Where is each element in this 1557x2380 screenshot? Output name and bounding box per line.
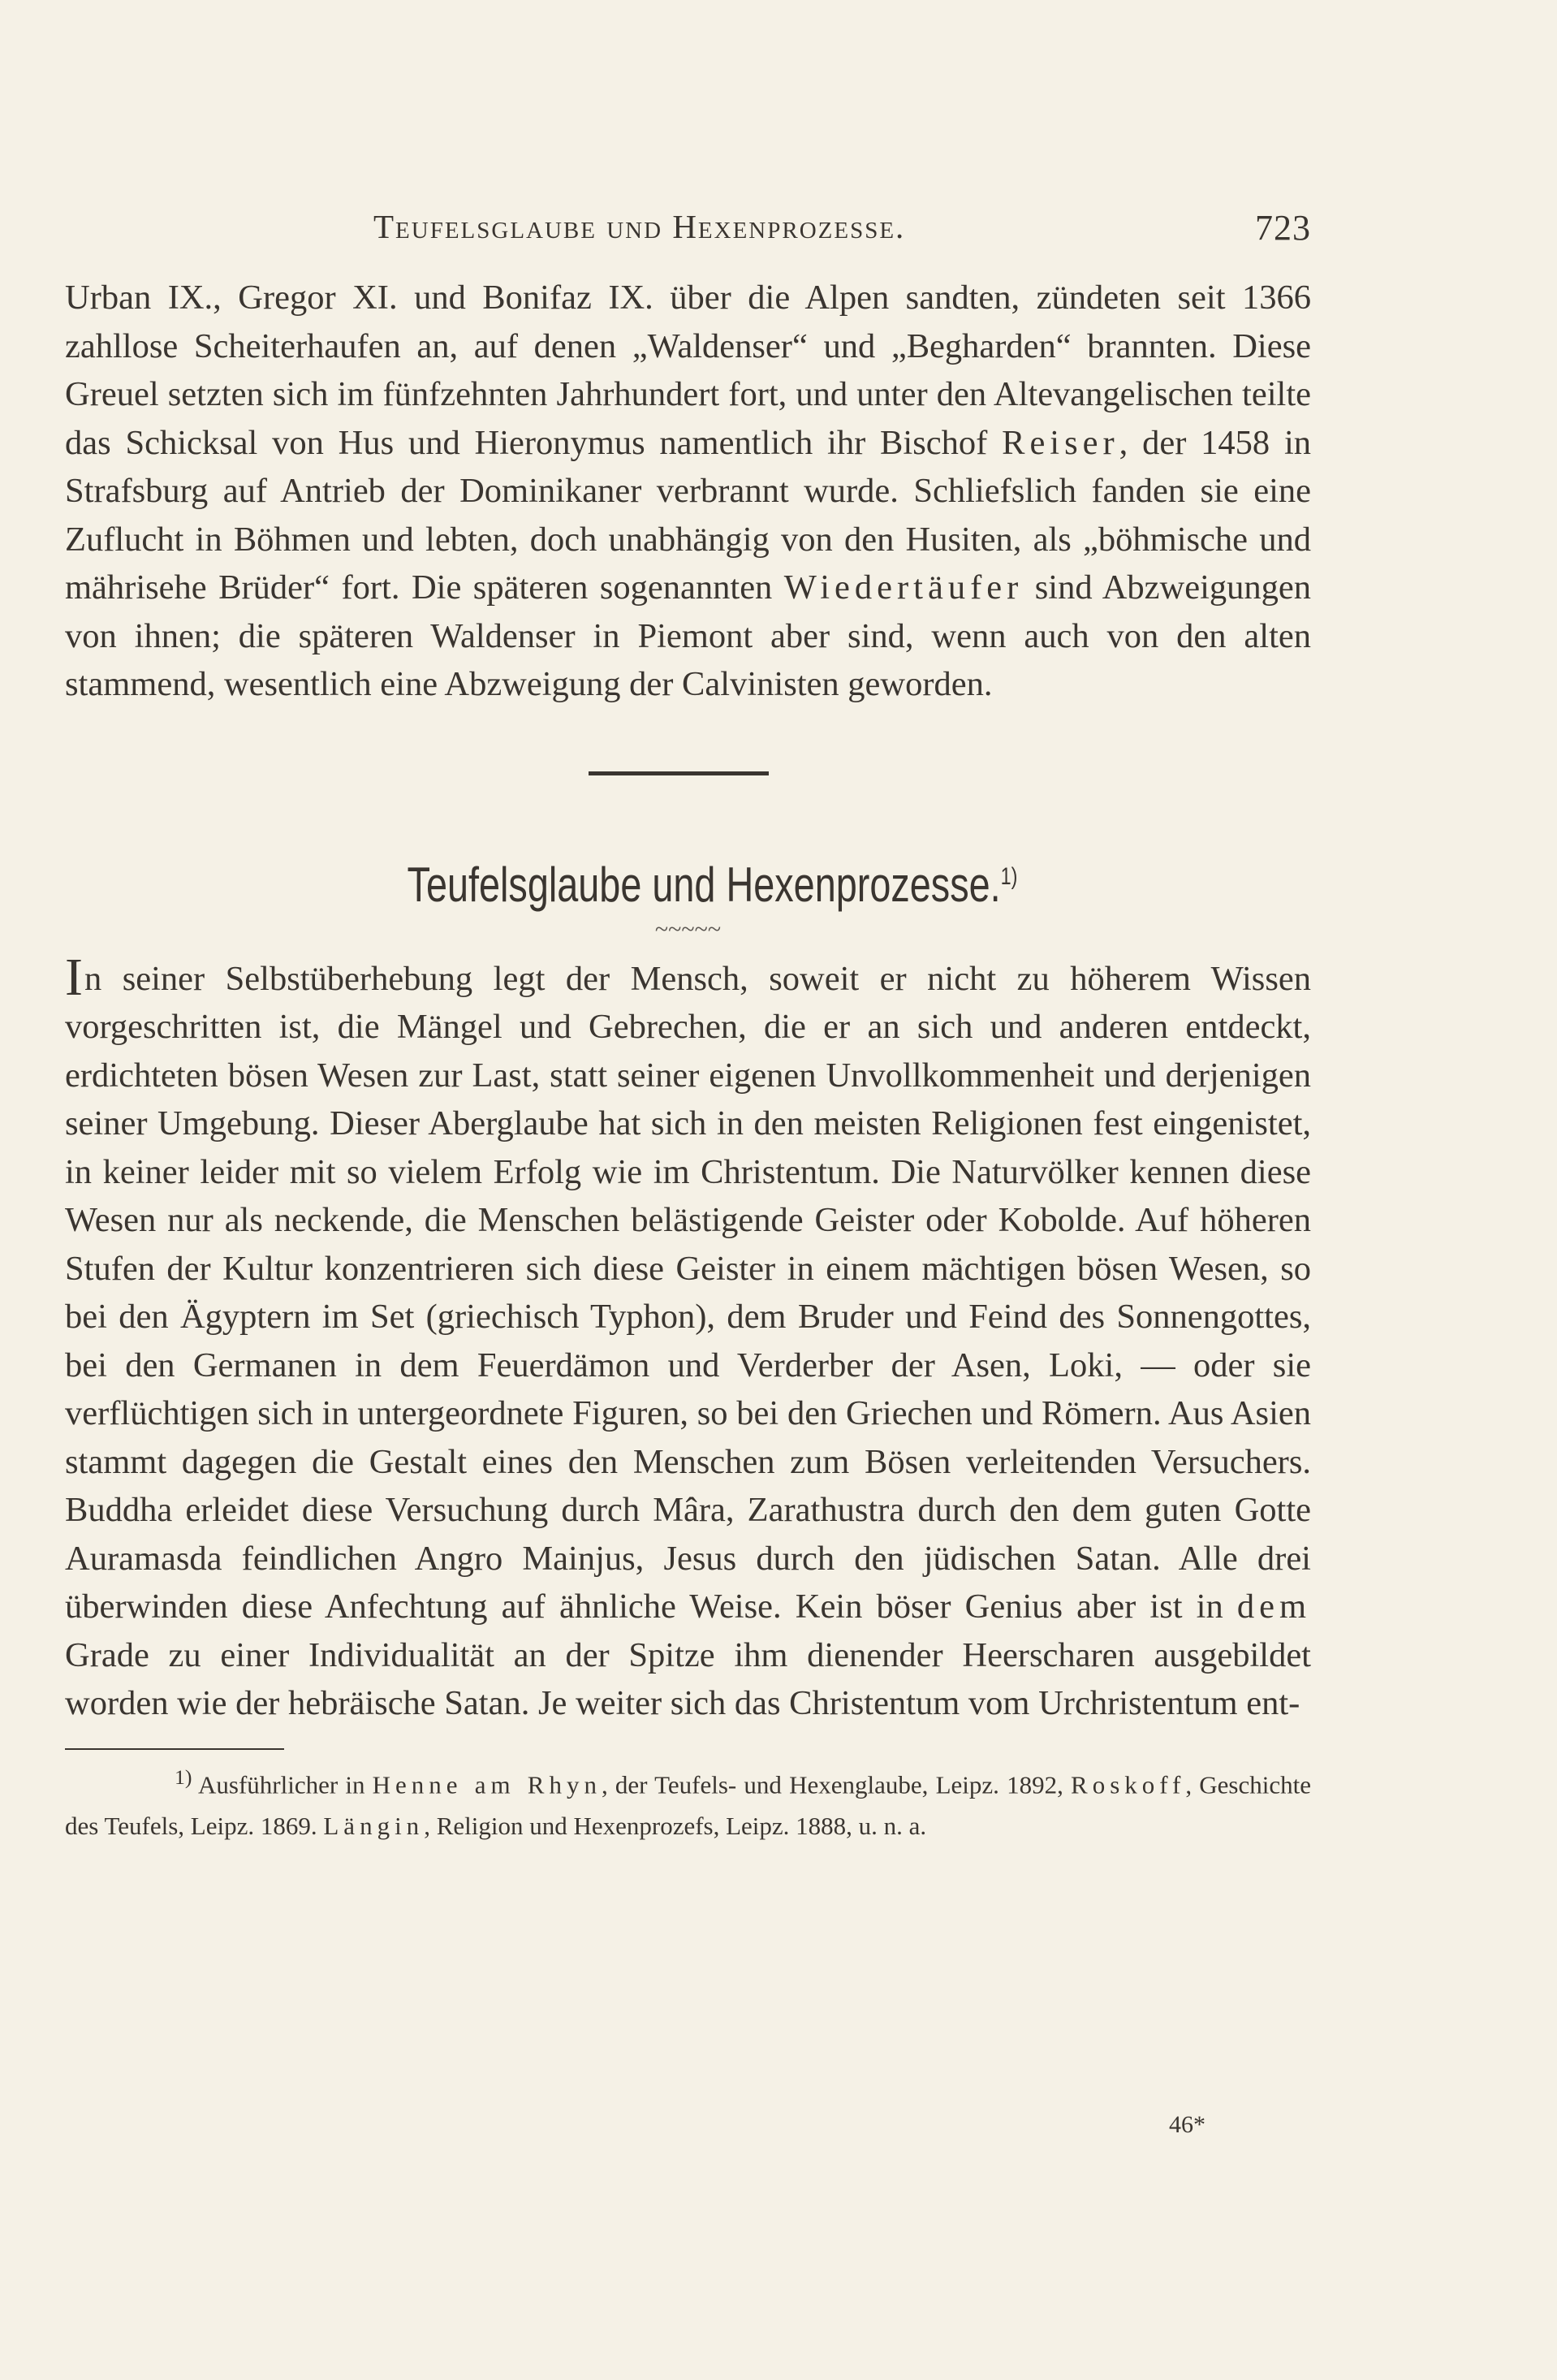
drop-cap: I <box>65 947 83 1007</box>
paragraph-2-text-a: n seiner Selbstüberhebung legt der Mensch, soweit er nicht zu höherem Wissen vorgeschritten ist, die Mängel und Gebrechen, die er an sich und anderen entdeckt, erdichteten bösen Wesen zur Last, statt seiner eigenen Unvollkommenheit und derjenigen seiner Umgebung. Dieser Aberglaube hat sich in den meisten Religionen fest eingenistet, in keiner leider mit so vielem Erfolg wie im Christentum. Die Naturvölker kennen diese Wesen nur als neckende, die Menschen belästigende Geister oder Kobolde. Auf höheren Stufen der Kultur konzentrieren sich diese Geister in einem mächtigen bösen Wesen, so bei den Ägyptern im Set (griechisch Typhon), dem Bruder und Feind des Sonnengottes, bei den Germanen in dem Feuerdämon und Verderber der Asen, Loki, — oder sie verflüchtigen sich in untergeordnete Figuren, so bei den Griechen und Römern. Aus Asien stammt dagegen die Gestalt eines den Menschen zum Bösen verleitenden Versuchers. Buddha erleidet diese Versuchung durch Mâra, Zarathustra durch den dem guten Gotte Auramasda feindlichen Angro Mainjus, Jesus durch den jüdischen Satan. Alle drei überwinden diese Anfechtung auf ähnliche Weise. Kein böser Genius aber ist in <box>65 959 1311 1626</box>
footnote-text-a: Ausführlicher in <box>198 1769 365 1799</box>
section-heading-text: Teufelsglaube und Hexenprozesse. <box>407 857 1001 912</box>
paragraph-1 <box>65 274 1311 709</box>
heading-footnote-mark: 1) <box>1000 862 1018 890</box>
signature-mark: 46* <box>1169 2111 1205 2138</box>
paragraph-2-spaced-word: dem <box>1236 1587 1311 1626</box>
page <box>65 207 1311 1847</box>
paragraph-1-spaced-name-2: Wiedertäufer <box>783 568 1024 607</box>
paragraph-1-text-a: Urban IX., Gregor XI. und Bonifaz IX. über die Alpen sandten, zündeten seit 1366 zahllose Scheiterhaufen an, auf denen „Waldenser“ und „Begharden“ brannten. Diese Greuel setzten sich im fünfzehnten Jahrhundert fort, und unter den Altevangelischen teilte das Schicksal von Hus und Hieronymus namentlich ihr Bischof <box>65 279 1311 462</box>
heading-ornament: ~~~~~ <box>654 915 722 943</box>
footnote-text-b: , der Teufels- und Hexenglaube, Leipz. 1892, <box>601 1769 1063 1799</box>
footnote-spaced-name-2: Roskoff <box>1071 1769 1186 1799</box>
running-head-title: Teufelsglaube und Hexenprozesse. <box>373 208 906 245</box>
running-head <box>65 207 1311 256</box>
paragraph-2 <box>65 947 1311 1728</box>
paragraph-2-text-b: Grade zu einer Individualität an der Spitze ihm dienender Heerscharen ausgebildet worden wie der hebräische Satan. Je weiter sich das Christentum vom Urchristentum ent- <box>65 1635 1311 1722</box>
footnote-spaced-name-1: Henne am Rhyn <box>372 1769 602 1799</box>
paragraph-1-text-c: sind Abzweigungen von ihnen; die späteren Waldenser in Piemont aber sind, wenn auch von den alten stammend, wesentlich eine Abzweigung der Calvinisten geworden. <box>65 568 1311 703</box>
footnote-mark: 1) <box>175 1764 192 1789</box>
footnote-rule <box>65 1748 284 1750</box>
paragraph-1-text-b: , der 1458 in Strafsburg auf Antrieb der Dominikaner verbrannt wurde. Schliefslich fanden sie eine Zuflucht in Böhmen und lebten, doch unabhängig von den Husiten, als „böhmische und mährisehe Brüder“ fort. Die späteren sogenannten <box>65 423 1312 607</box>
page-number: 723 <box>1255 208 1311 248</box>
footnote-spaced-name-3: Längin <box>323 1811 425 1840</box>
footnote-text-c: , Geschichte des Teufels, Leipz. 1869. <box>65 1769 1311 1840</box>
paragraph-1-spaced-name-1: Reiser <box>1002 423 1119 462</box>
section-heading <box>226 857 1198 913</box>
footnote <box>65 1756 1311 1847</box>
footnote-text-d: , Religion und Hexenprozefs, Leipz. 1888, u. n. a. <box>424 1811 927 1840</box>
section-divider <box>589 771 769 775</box>
